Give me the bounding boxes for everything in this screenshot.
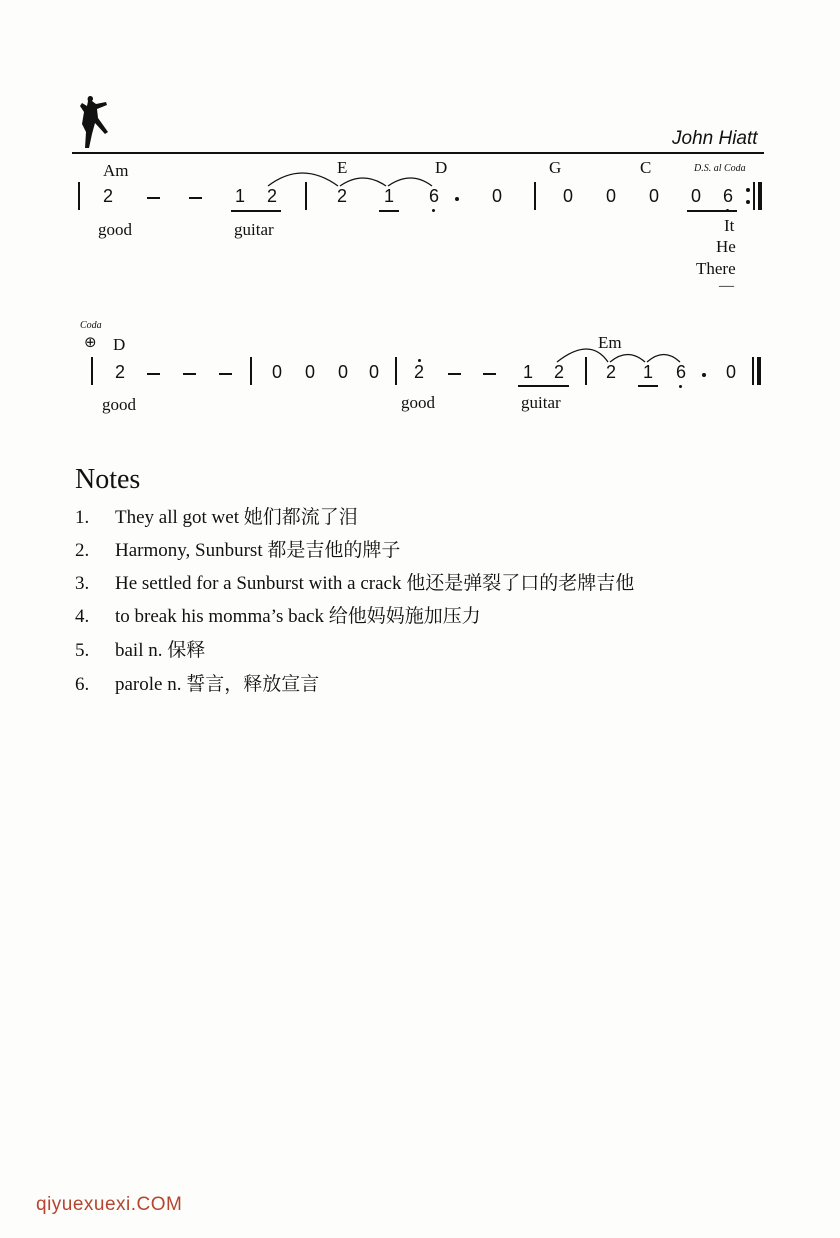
note-text: He settled for a Sunburst with a crack 他还是弹裂了口的老牌吉他 [115, 573, 635, 594]
lyric: guitar [234, 220, 274, 239]
note-item-4 [75, 601, 481, 628]
artist-name: John Hiatt [672, 128, 758, 149]
coda-label: Coda [80, 320, 102, 331]
note-number: 4. [75, 606, 90, 627]
note: 2 [114, 362, 125, 382]
coda-icon: ⊕ [84, 334, 97, 351]
note-text: They all got wet 她们都流了泪 [115, 507, 358, 528]
note-text: to break his momma’s back 给他妈妈施加压力 [115, 606, 481, 627]
slur-ties [0, 0, 840, 420]
note-text: Harmony, Sunburst 都是吉他的牌子 [115, 540, 401, 561]
note-item-6 [75, 669, 319, 696]
note: 0 [304, 362, 315, 382]
note: 1 [383, 186, 394, 206]
chord: D [113, 335, 126, 354]
note: 2 [553, 362, 564, 382]
lyric: –– [719, 278, 734, 294]
note: 0 [337, 362, 348, 382]
chord: D [435, 158, 448, 177]
note: 2 [605, 362, 616, 382]
lyric: It [724, 216, 735, 235]
note: 0 [271, 362, 282, 382]
chord: Em [598, 333, 622, 352]
lyric: There [696, 259, 736, 278]
note-number: 5. [75, 640, 90, 661]
note-item-1 [75, 502, 358, 529]
chord: C [640, 158, 652, 177]
note: 1 [234, 186, 245, 206]
note: 0 [605, 186, 616, 206]
note-number: 1. [75, 507, 90, 528]
note: 0 [648, 186, 659, 206]
lyric: good [401, 393, 435, 412]
ds-al-coda-marking: D.S. al Coda [694, 163, 746, 174]
lyric: good [98, 220, 132, 239]
note-number: 2. [75, 540, 90, 561]
site-watermark: qiyuexuexi.COM [36, 1194, 183, 1215]
note: 1 [522, 362, 533, 382]
note: 0 [562, 186, 573, 206]
note-item-5 [75, 635, 205, 662]
lyric: He [716, 237, 736, 256]
note: 0 [368, 362, 379, 382]
note: 0 [690, 186, 701, 206]
note-text: parole n. 誓言，释放宣言 [115, 674, 320, 695]
chord: G [549, 158, 562, 177]
note: 2 [102, 186, 113, 206]
note: 2 [266, 186, 277, 206]
note-number: 6. [75, 674, 90, 695]
notes-heading: Notes [75, 464, 141, 495]
note-low-octave: 6 [426, 186, 442, 207]
note-low-octave: 6 [673, 362, 689, 383]
note-text: bail n. 保释 [115, 640, 206, 661]
note-low-octave: 6 [720, 186, 736, 207]
lyric: guitar [521, 393, 561, 412]
note-number: 3. [75, 573, 90, 594]
note-item-2 [75, 535, 400, 562]
note: 2 [336, 186, 347, 206]
note-high-octave: 2 [411, 362, 427, 383]
lyric: good [102, 395, 136, 414]
note-item-3 [75, 568, 634, 595]
note: 0 [491, 186, 502, 206]
chord: E [337, 158, 348, 177]
note: 0 [725, 362, 736, 382]
chord: Am [103, 161, 129, 180]
note: 1 [642, 362, 653, 382]
